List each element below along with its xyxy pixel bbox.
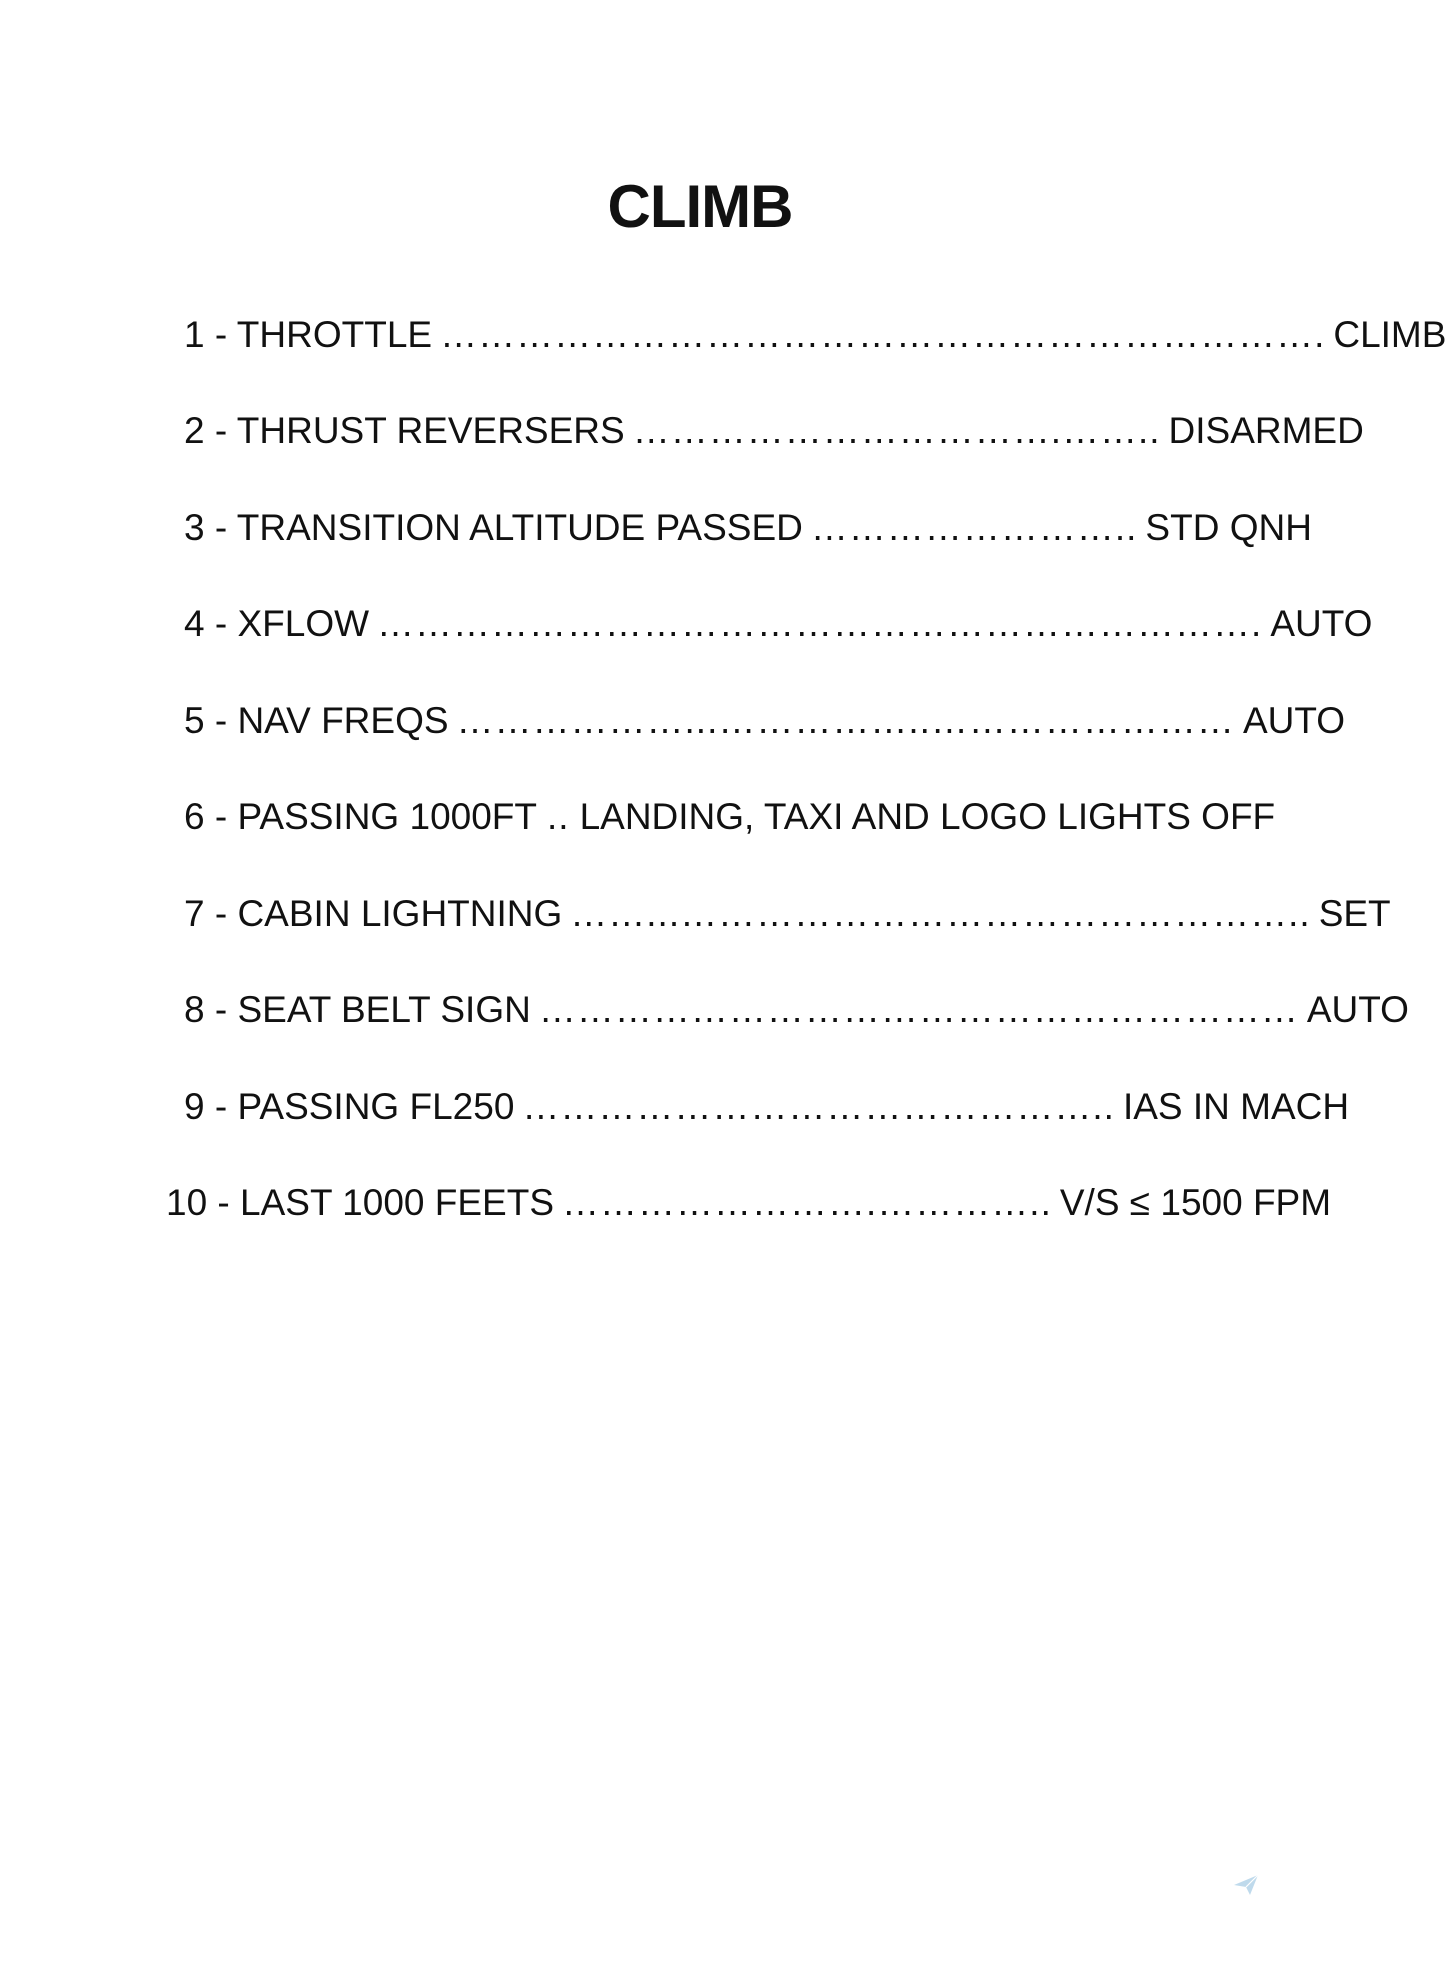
item-leader-dots: ……………………………………….. (522, 1086, 1115, 1127)
item-value: AUTO (1270, 603, 1373, 644)
item-value: LANDING, TAXI AND LOGO LIGHTS OFF (579, 796, 1276, 837)
checklist-item-transition-altitude (184, 503, 1312, 553)
item-value: AUTO (1306, 989, 1409, 1030)
item-value: IAS IN MACH (1122, 1086, 1350, 1127)
item-leader-dots: …………………….………….. (562, 1182, 1052, 1223)
item-value: DISARMED (1168, 410, 1364, 451)
item-label: 6 - PASSING 1000FT (184, 796, 537, 837)
item-label: 4 - XFLOW (184, 603, 370, 644)
checklist-item-thrust-reversers (184, 406, 1364, 456)
item-value: V/S ≤ 1500 FPM (1059, 1182, 1332, 1223)
item-value: STD QNH (1145, 507, 1312, 548)
item-label: 3 - TRANSITION ALTITUDE PASSED (184, 507, 803, 548)
item-label: 10 - LAST 1000 FEETS (166, 1182, 555, 1223)
checklist-item-throttle (184, 310, 1446, 360)
item-leader-dots: ……………………………………………………………. (377, 603, 1263, 644)
checklist-item-nav-freqs (184, 696, 1346, 746)
item-leader-dots: …………………………….…….. (632, 410, 1161, 451)
checklist-item-xflow (184, 599, 1373, 649)
paper-plane-icon (1232, 1873, 1260, 1897)
checklist-item-cabin-lightning (184, 889, 1391, 939)
item-label: 9 - PASSING FL250 (184, 1086, 515, 1127)
item-leader-dots: …………………….. (810, 507, 1138, 548)
item-label: 2 - THRUST REVERSERS (184, 410, 625, 451)
item-label: 5 - NAV FREQS (184, 700, 449, 741)
page-title: CLIMB (607, 173, 793, 240)
item-label: 8 - SEAT BELT SIGN (184, 989, 531, 1030)
checklist-item-seat-belt-sign (184, 985, 1409, 1035)
item-value: AUTO (1242, 700, 1346, 741)
item-value: CLIMB (1333, 314, 1446, 355)
item-leader-dots: ………………...……………..…………………… (456, 700, 1235, 741)
item-leader-dots: .. (547, 796, 570, 837)
checklist-item-passing-1000ft (184, 792, 1276, 842)
item-leader-dots: …………………………………………………… (538, 989, 1299, 1030)
item-leader-dots: ……………………………………………………………. (440, 314, 1326, 355)
item-leader-dots: ……...………………………………………….. (570, 893, 1311, 934)
checklist-item-passing-fl250 (184, 1082, 1350, 1132)
item-label: 1 - THROTTLE (184, 314, 433, 355)
item-value: SET (1318, 893, 1391, 934)
item-label: 7 - CABIN LIGHTNING (184, 893, 563, 934)
checklist-item-last-1000-feets (166, 1178, 1332, 1228)
